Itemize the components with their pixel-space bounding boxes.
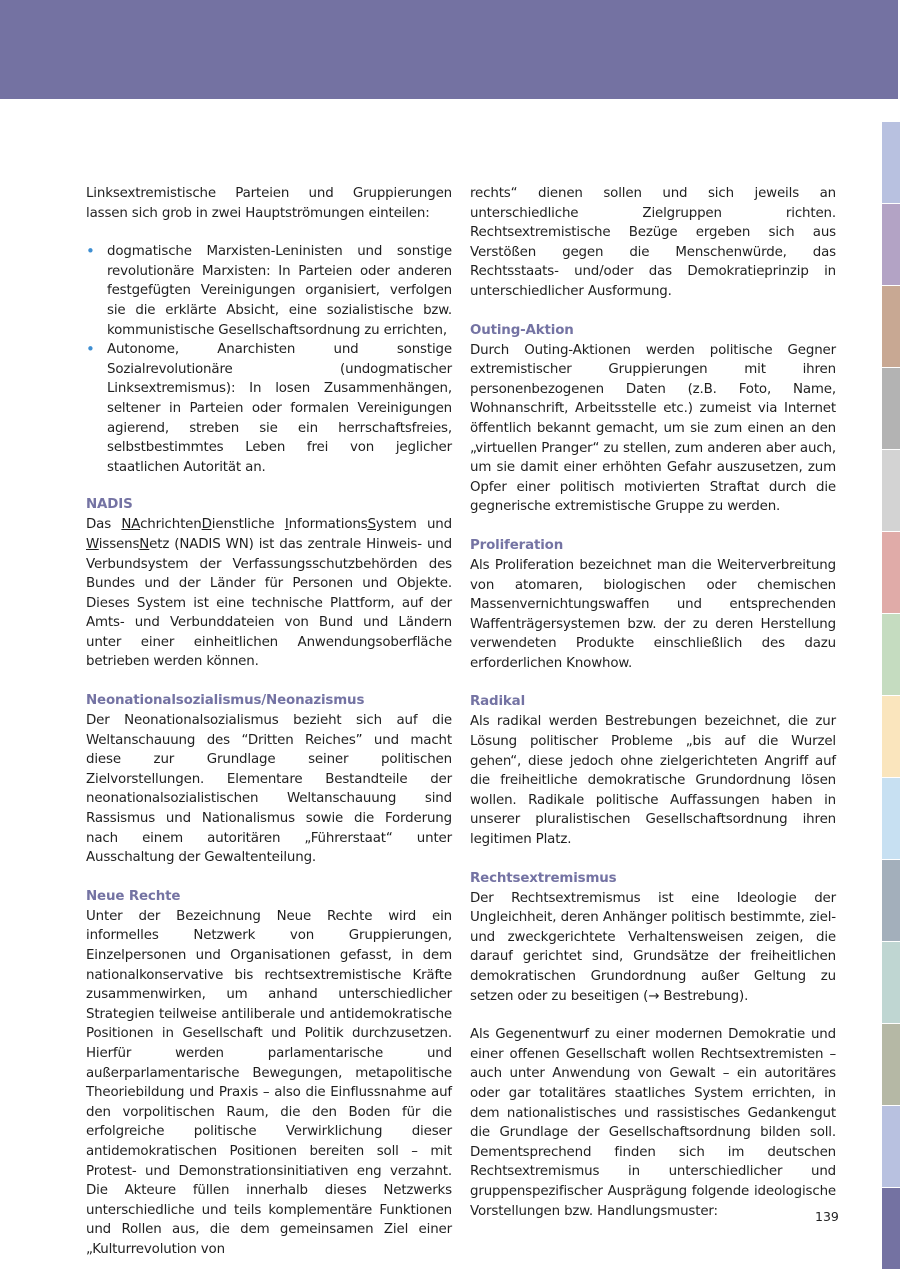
heading-radikal: Radikal xyxy=(470,694,526,710)
section-tab xyxy=(882,204,900,285)
list-item: • Autonome, Anarchisten und sonstige Sozialrevolutionäre (undogmatischer Linksextremismus): In losen Zusammenhängen, seltener in Parteien oder formalen Vereinigungen agierend, streben sie ein herrschaftsfreies, selbstbestimmtes Leben frei von jeglicher staatlichen Autorität an. xyxy=(86,340,452,477)
section-tab xyxy=(882,696,900,777)
left-column xyxy=(86,184,452,1260)
section-tab xyxy=(882,286,900,367)
heading-neonazismus: Neonationalsozialismus/Neonazismus xyxy=(86,693,365,709)
header-band xyxy=(0,0,898,99)
nadis-paragraph: Das NAchrichtenDienstliche InformationsSystem und WissensNetz (NADIS WN) ist das zentrale Hinweis- und Verbundsystem der Verfassungsschutzbehörden des Bundes und der Länder für Personen und Objekte. Dieses System ist eine technische Plattform, auf der Amts- und Verbunddateien von Bund und Ländern unter einer einheitlichen Anwendungsoberfläche betrieben werden können. xyxy=(86,517,452,670)
page-number: 139 xyxy=(815,1209,839,1224)
section-tab xyxy=(882,778,900,859)
section-tab xyxy=(882,368,900,449)
section-tab xyxy=(882,860,900,941)
continuation-paragraph: rechts“ dienen sollen und sich jeweils an unterschiedliche Zielgruppen richten. Rechtsextremistische Bezüge ergeben sich aus Verstößen gegen die Menschenwürde, das Rechtsstaats- und/oder das Demokratieprinzip in unterschiedlicher Ausformung. xyxy=(470,186,836,299)
section-tab xyxy=(882,614,900,695)
section-tab xyxy=(882,1106,900,1187)
bullet-list xyxy=(86,242,452,477)
outing-paragraph: Durch Outing-Aktionen werden politische Gegner extremistischer Gruppierungen mit ihren personenbezogenen Daten (z.B. Foto, Name, Wohnanschrift, Arbeitsstelle etc.) zumeist via Internet öffentlich bekannt gemacht, um sie zum einen an den „virtuellen Pranger“ zu stellen, zum anderen aber auch, um sie damit einer erhöhten Gefahr auszusetzen, zum Opfer einer politisch motivierten Straftat durch die gegnerische extremistische Gruppe zu werden. xyxy=(470,342,836,515)
section-tab xyxy=(882,122,900,203)
heading-nadis: NADIS xyxy=(86,497,133,513)
neue-rechte-paragraph: Unter der Bezeichnung Neue Rechte wird ein informelles Netzwerk von Gruppierungen, Einzelpersonen und Organisationen gefasst, in dem nationalkonservative bis rechtsextremistische Kräfte zusammenwirken, um anhand unterschiedlicher Strategien teilweise antiliberale und antidemokratische Positionen in Gesellschaft und Politik durchzusetzen. Hierfür werden parlamentarische und außerparlamentarische Bewegungen, metapolitische Theoriebildung und Praxis – also die Einflussnahme auf den vorpolitischen Raum, die den Boden für die erfolgreiche politische Verwirklichung dieser antidemokratischen Positionen bereiten soll – mit Protest- und Demonstrationsinitiativen eng verzahnt. Die Akteure füllen innerhalb dieses Netzwerks unterschiedliche und teils komplementäre Funktionen und Rollen aus, die dem gemeinsamen Ziel einer „Kulturrevolution von xyxy=(86,908,452,1257)
radikal-paragraph: Als radikal werden Bestrebungen bezeichnet, die zur Lösung politischer Probleme „bis auf die Wurzel gehen“, diese jedoch ohne zielgerichteten Angriff auf die freiheitliche demokratische Grundordnung lösen wollen. Radikale politische Auffassungen haben in unserer pluralistischen Gesellschaftsordnung ihren legitimen Platz. xyxy=(470,714,836,848)
rechtsextremismus-paragraph-2: Als Gegenentwurf zu einer modernen Demokratie und einer offenen Gesellschaft wollen Rechtsextremisten – auch unter Anwendung von Gewalt – ein autoritäres oder gar totalitäres staatliches System errichten, in dem nationalistisches und rassistisches Gedankengut die Grundlage der Gesellschaftsordnung bilden soll. Dementsprechend finden sich im deutschen Rechtsextremismus in unterschiedlicher und gruppenspezifischer Ausprägung folgende ideologische Vorstellungen bzw. Handlungsmuster: xyxy=(470,1027,836,1219)
neonazismus-paragraph: Der Neonationalsozialismus bezieht sich auf die Weltanschauung des “Dritten Reiches” und macht diese zur Grundlage seiner politischen Zielvorstellungen. Elementare Bestandteile der neonationalsozialistischen Weltanschauung sind Rassismus und Nationalismus sowie die Forderung nach einem autoritären „Führerstaat“ unter Ausschaltung der Gewaltenteilung. xyxy=(86,713,452,866)
section-tab xyxy=(882,532,900,613)
list-item: • dogmatische Marxisten-Leninisten und sonstige revolutionäre Marxisten: In Parteien oder anderen festgefügten Vereinigungen organisiert, verfolgen sie die erklärte Absicht, eine sozialistische bzw. kommunistische Gesellschaftsordnung zu errichten, xyxy=(86,242,452,340)
section-tab xyxy=(882,1024,900,1105)
heading-outing-aktion: Outing-Aktion xyxy=(470,322,574,338)
heading-rechtsextremismus: Rechtsextremismus xyxy=(470,870,617,886)
heading-proliferation: Proliferation xyxy=(470,537,564,553)
section-tab-active xyxy=(882,1188,900,1269)
section-tabs xyxy=(882,122,900,1270)
intro-paragraph: Linksextremistische Parteien und Gruppierungen lassen sich grob in zwei Hauptströmungen einteilen: xyxy=(86,186,452,221)
proliferation-paragraph: Als Proliferation bezeichnet man die Weiterverbreitung von atomaren, biologischen oder chemischen Massenvernichtungswaffen und entsprechenden Waffenträgersystemen bzw. der zu deren Herstellung verwendeten Produkte einschließlich des dazu erforderlichen Knowhow. xyxy=(470,557,836,671)
section-tab xyxy=(882,450,900,531)
rechtsextremismus-paragraph-1: Der Rechtsextremismus ist eine Ideologie der Ungleichheit, deren Anhänger politisch bestimmte, ziel- und zweckgerichtete Verhaltensweisen zeigen, die darauf gerichtet sind, Grundsätze der freiheitlichen demokratischen Grundordnung außer Geltung zu setzen oder zu beseitigen (→ Bestrebung). xyxy=(470,890,836,1004)
right-column xyxy=(470,184,836,1221)
heading-neue-rechte: Neue Rechte xyxy=(86,888,181,904)
section-tab xyxy=(882,942,900,1023)
